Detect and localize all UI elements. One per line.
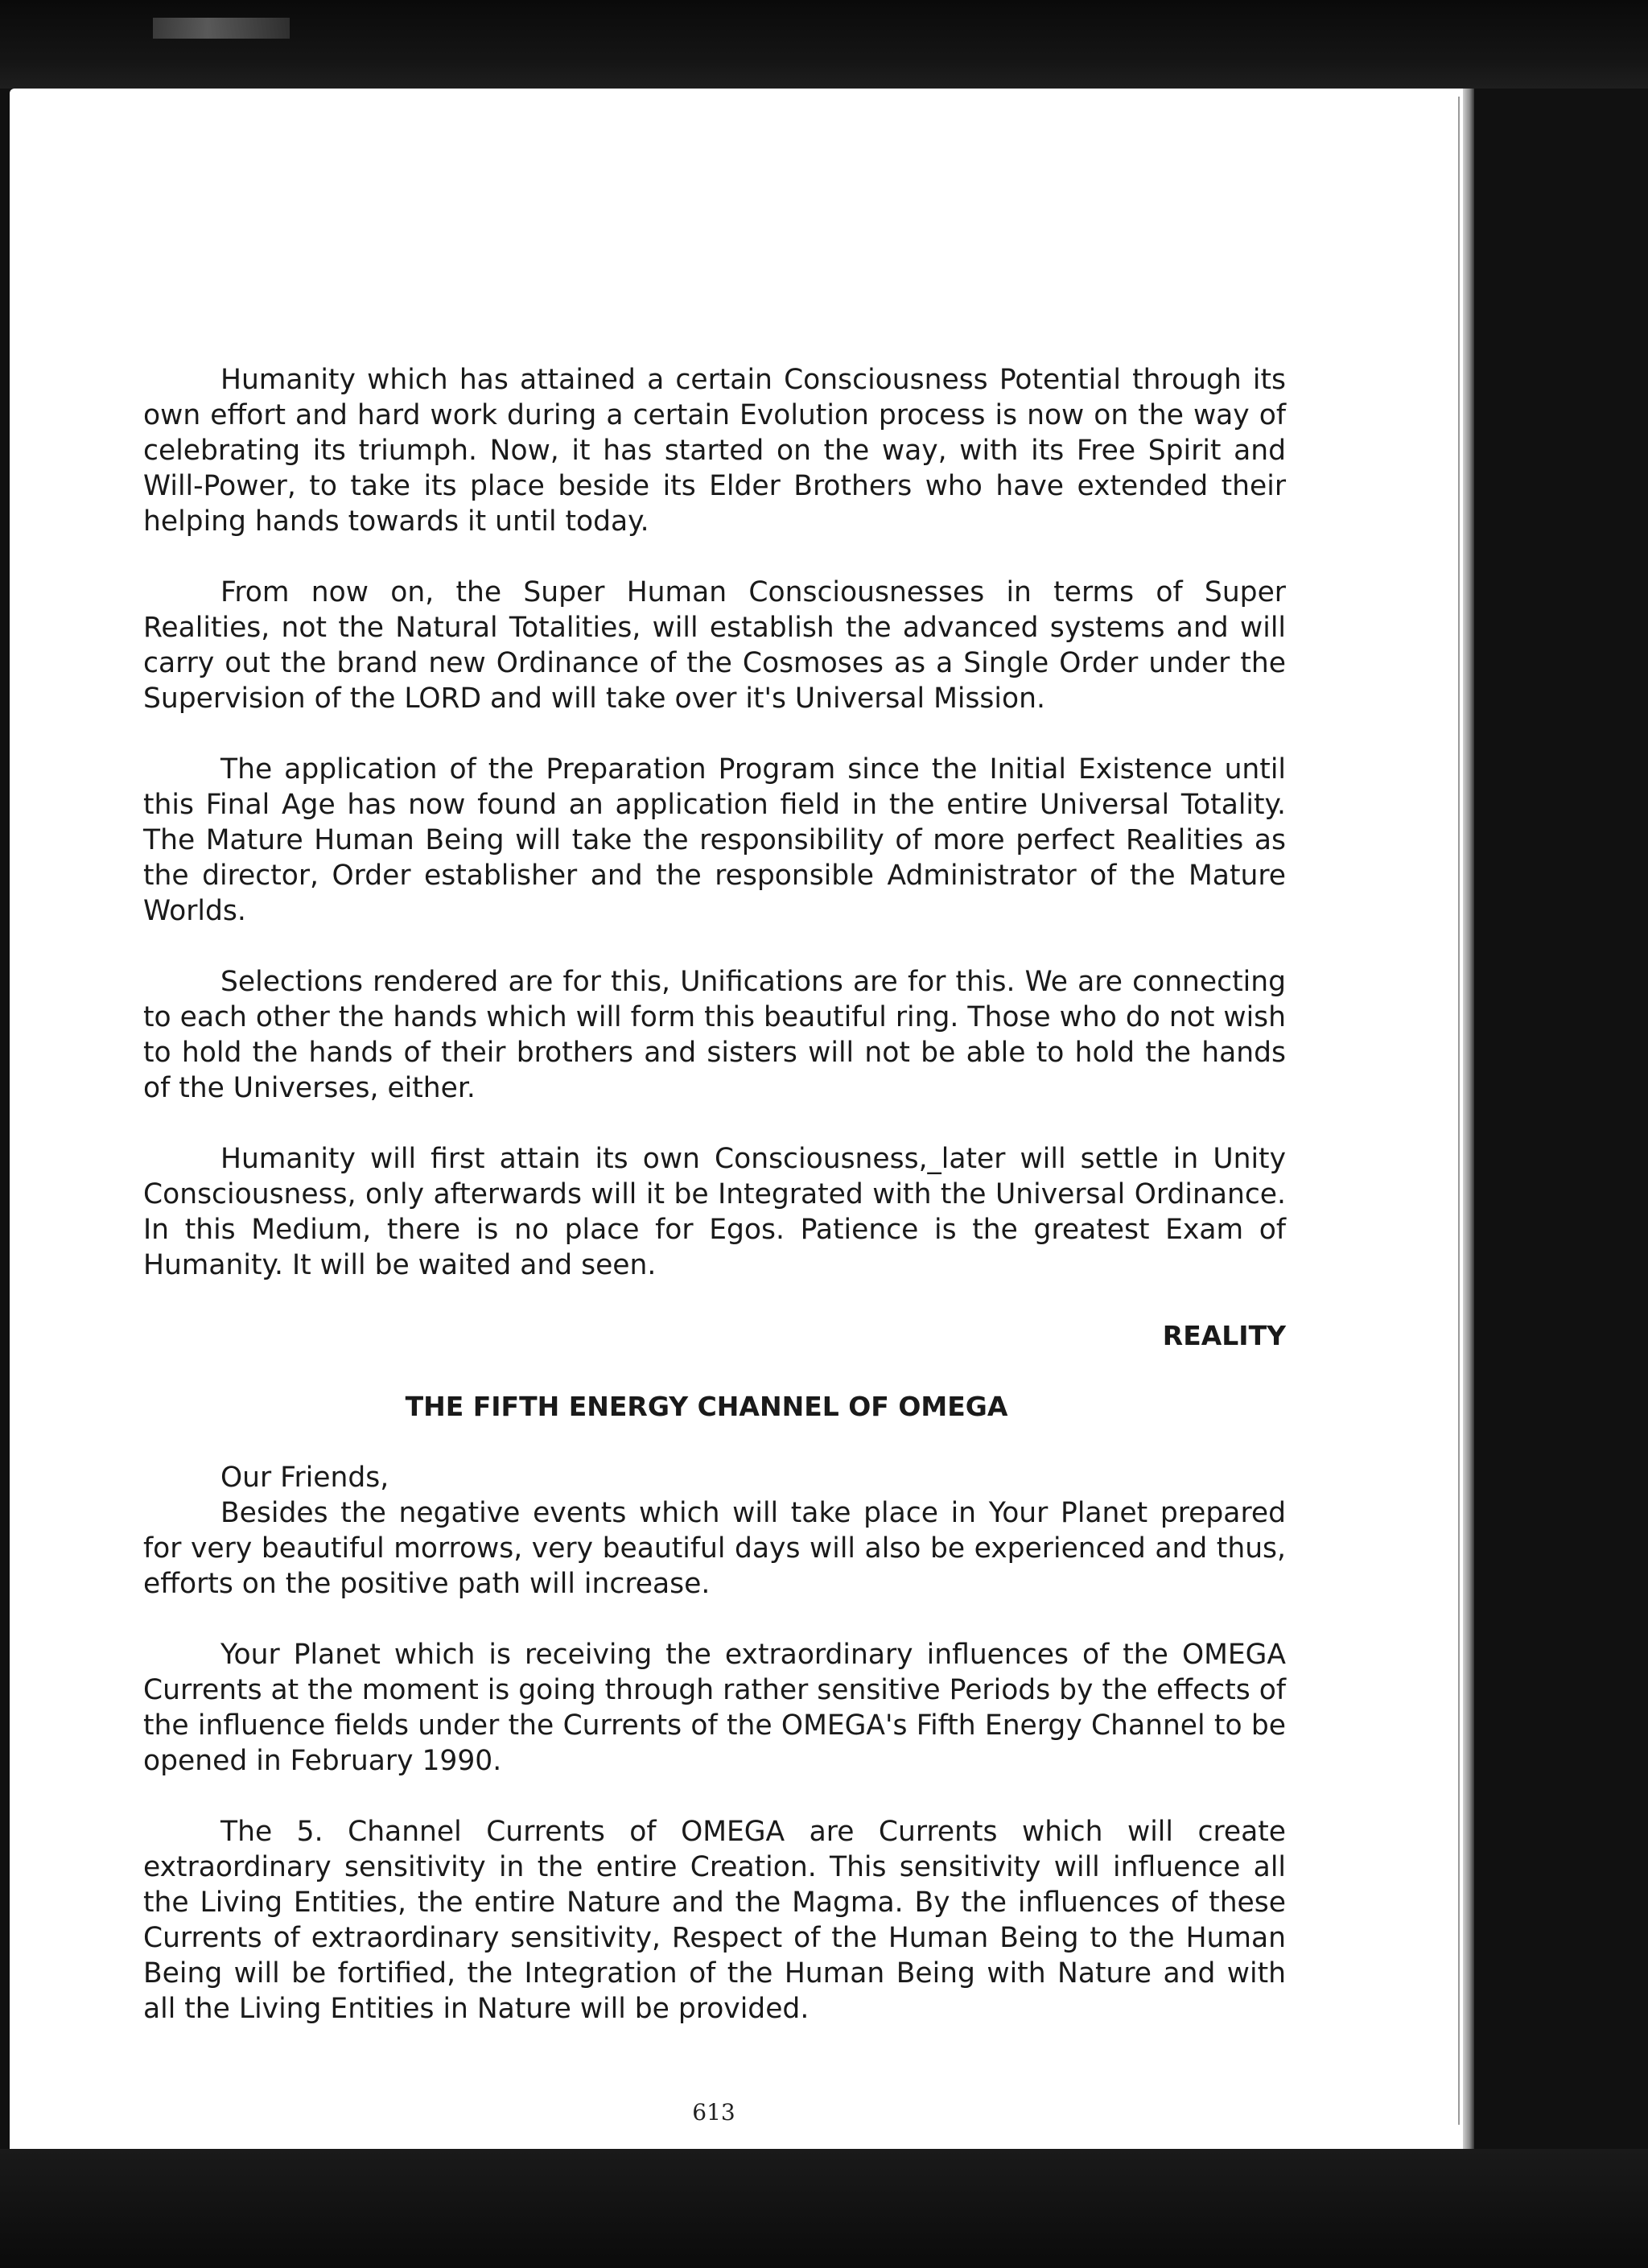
page-number: 613 [692,2099,735,2126]
paragraph-8: The 5. Channel Currents of OMEGA are Currents which will create extraordinary sensitivity in the entire Creation. This sensitivity will influence all the Living Entities, the entire Nature and the Magma. By the influences of these Currents of extraordinary sensitivity, Respect of the Human Being to the Human Being will be fortified, the Integration of the Human Being with Nature and with all the Living Entities in Nature will be provided. [143,1816,1286,2025]
page-body [143,362,1286,2062]
paragraph-4: Selections rendered are for this, Unifications are for this. We are connecting to each other the hands which will form this beautiful ring. Those who do not wish to hold the hands of their brothers and sisters will not be able to hold the hands of the Universes, either. [143,966,1286,1104]
paragraph-5: Humanity will first attain its own Consciousness,_later will settle in Unity Consciousness, only afterwards will it be Integrated with the Universal Ordinance. In this Medium, there is no place for Egos. Patience is the greatest Exam of Humanity. It will be waited and seen. [143,1143,1286,1281]
page-edge-shadow [1463,89,1474,2149]
scan-bottom-border [0,2149,1648,2268]
paragraph-3: The application of the Preparation Program since the Initial Existence until this Final Age has now found an application field in the entire Universal Totality. The Mature Human Being will take the responsibility of more perfect Realities as the director, Order establisher and the responsible Administrator of the Mature Worlds. [143,753,1286,927]
paragraph-6: Besides the negative events which will take place in Your Planet prepared for very beautiful morrows, very beautiful days will also be experienced and thus, efforts on the positive path will increase. [143,1497,1286,1600]
page-fold-line [1458,97,1460,2125]
paragraph-2: From now on, the Super Human Consciousnesses in terms of Super Realities, not the Natural Totalities, will establish the advanced systems and will carry out the brand new Ordinance of the Cosmoses as a Single Order under the Supervision of the LORD and will take over it's Universal Mission. [143,576,1286,715]
reality-heading: REALITY [1162,1320,1286,1351]
paragraph-1: Humanity which has attained a certain Consciousness Potential through its own effort and hard work during a certain Evolution process is now on the way of celebrating its triumph. Now, it has started on the way, with its Free Spirit and Will-Power, to take its place beside its Elder Brothers who have extended their helping hands towards it until today. [143,364,1286,538]
scan-top-border [0,0,1648,89]
salutation: Our Friends, [220,1462,389,1494]
scan-glare [153,18,290,39]
document-page [10,89,1473,2149]
section-title: THE FIFTH ENERGY CHANNEL OF OMEGA [405,1391,1008,1422]
paragraph-7: Your Planet which is receiving the extraordinary influences of the OMEGA Currents at the moment is going through rather sensitive Periods by the effects of the influence fields under the Currents of the OMEGA's Fifth Energy Channel to be opened in February 1990. [143,1639,1286,1777]
